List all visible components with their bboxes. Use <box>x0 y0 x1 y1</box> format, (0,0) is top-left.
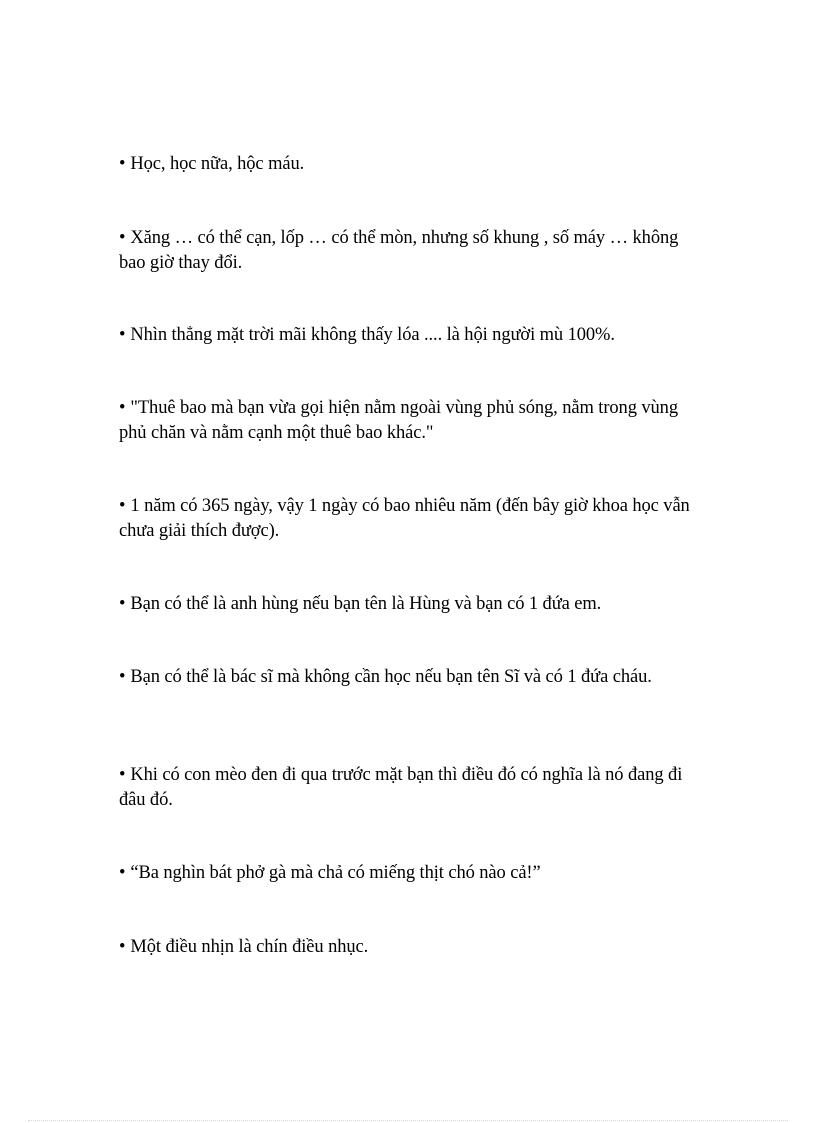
list-item-text: Một điều nhịn là chín điều nhục. <box>130 937 369 957</box>
bullet: • <box>119 398 126 418</box>
bullet: • <box>119 863 126 883</box>
list-item-text: Bạn có thể là anh hùng nếu bạn tên là Hùng và bạn có 1 đứa em. <box>130 594 602 614</box>
page-bottom-rule <box>28 1120 788 1121</box>
bullet: • <box>119 765 126 785</box>
bullet: • <box>119 667 126 687</box>
list-item <box>119 763 699 813</box>
bullet: • <box>119 154 126 174</box>
list-item-text: Xăng … có thể cạn, lốp … có thể mòn, nhưng số khung , số máy … không bao giờ thay đổi. <box>119 228 679 273</box>
list-item <box>119 152 699 177</box>
list-item <box>119 665 699 690</box>
list-item <box>119 323 699 348</box>
list-item <box>119 935 699 960</box>
list-item-text: “Ba nghìn bát phở gà mà chả có miếng thịt chó nào cả!” <box>130 863 541 883</box>
bullet: • <box>119 325 126 345</box>
bullet: • <box>119 228 126 248</box>
bullet: • <box>119 937 126 957</box>
list-item-text: 1 năm có 365 ngày, vậy 1 ngày có bao nhiêu năm (đến bây giờ khoa học vẫn chưa giải thích được). <box>119 496 690 541</box>
list-item <box>119 396 699 446</box>
list-item-text: Nhìn thẳng mặt trời mãi không thấy lóa .... là hội người mù 100%. <box>130 325 615 345</box>
list-item <box>119 592 699 617</box>
list-item-text: Khi có con mèo đen đi qua trước mặt bạn thì điều đó có nghĩa là nó đang đi đâu đó. <box>119 765 683 810</box>
list-item <box>119 494 699 544</box>
list-item-text: Học, học nữa, hộc máu. <box>130 154 305 174</box>
list-item <box>119 226 699 276</box>
bullet: • <box>119 594 126 614</box>
list-item <box>119 861 699 886</box>
list-item-text: Bạn có thể là bác sĩ mà không cần học nếu bạn tên Sĩ và có 1 đứa cháu. <box>130 667 652 687</box>
bullet: • <box>119 496 126 516</box>
list-item-text: "Thuê bao mà bạn vừa gọi hiện nằm ngoài vùng phủ sóng, nằm trong vùng phủ chăn và nằm cạnh một thuê bao khác." <box>119 398 678 443</box>
